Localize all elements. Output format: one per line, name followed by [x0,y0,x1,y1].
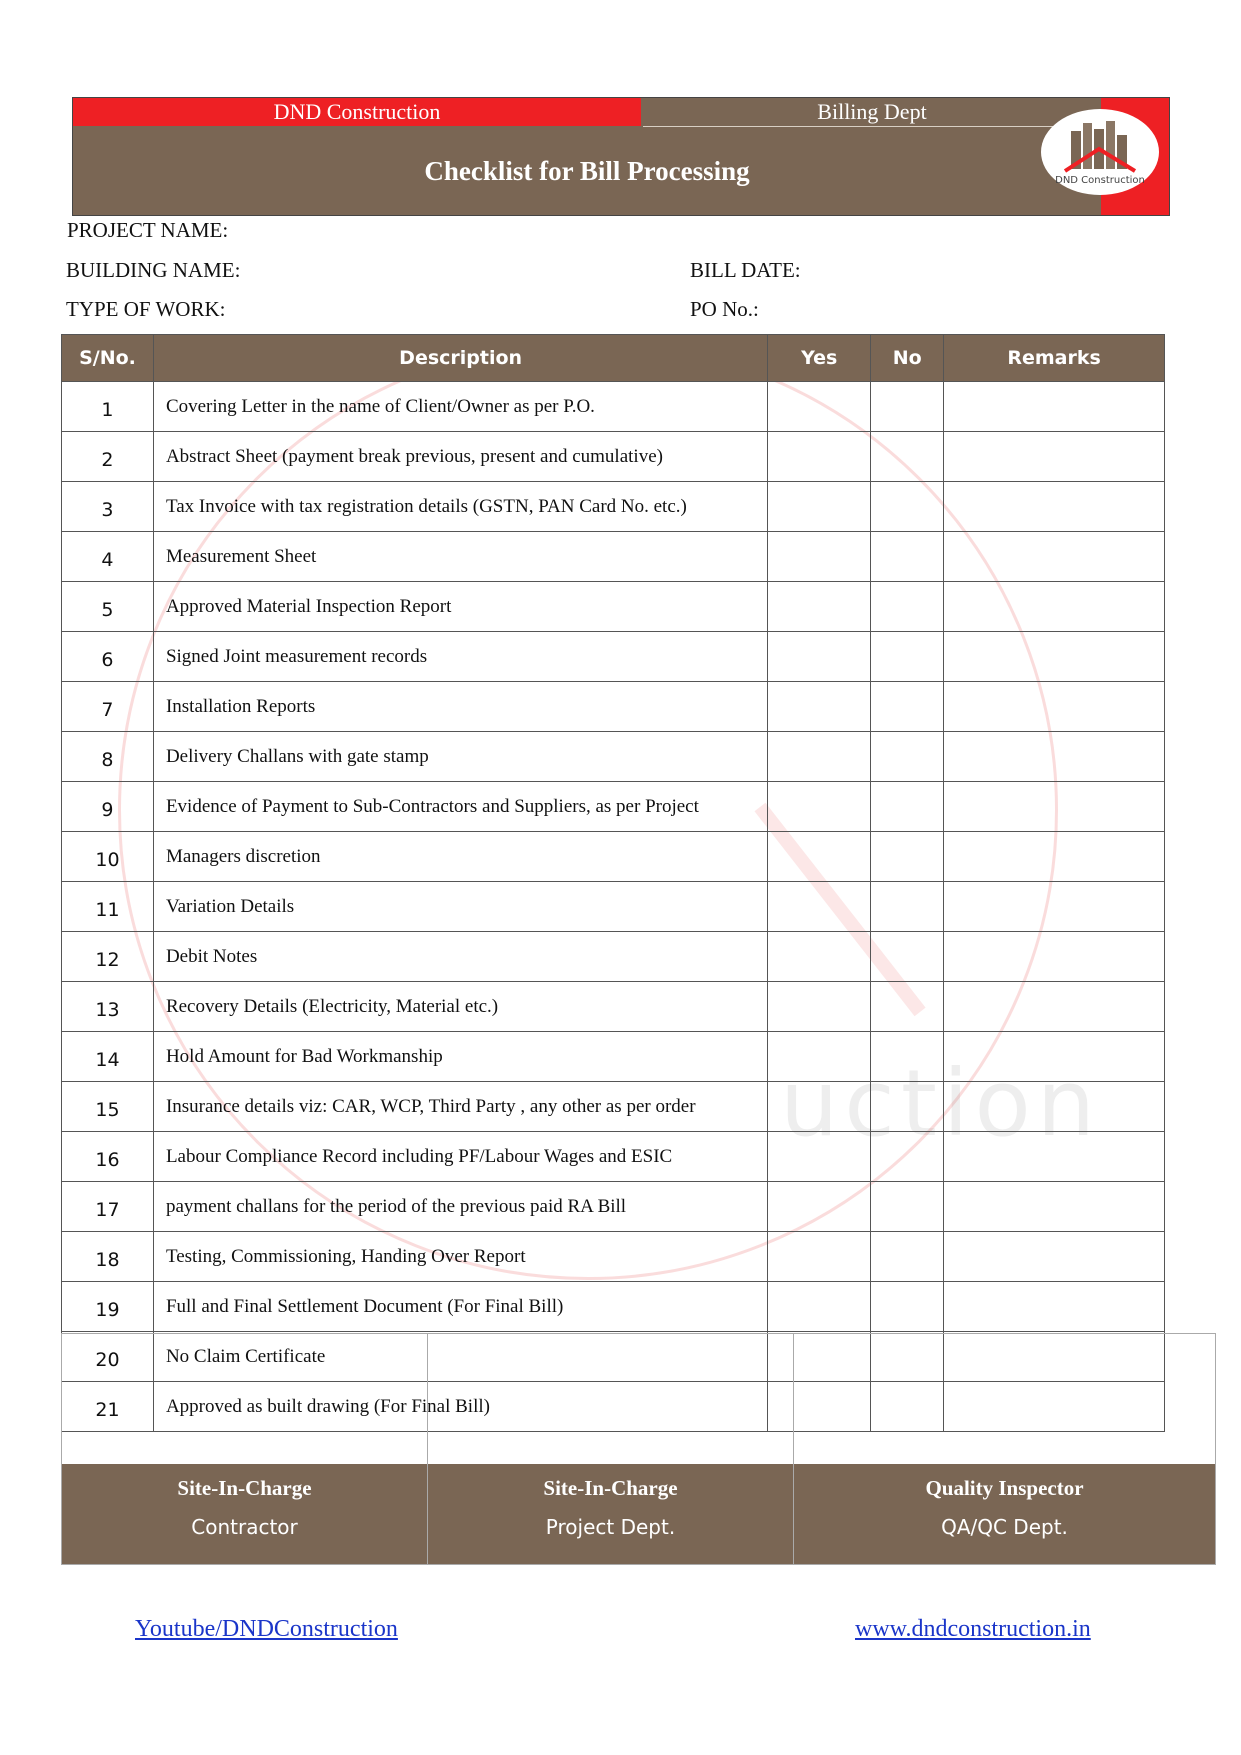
remarks-cell[interactable] [944,732,1165,782]
row-description: Managers discretion [153,832,767,882]
remarks-cell[interactable] [944,382,1165,432]
bill-date-label: BILL DATE: [690,258,801,282]
no-cell[interactable] [871,782,944,832]
yes-cell[interactable] [768,832,871,882]
header-yes: Yes [768,335,871,382]
signature-dept: Contractor [191,1515,298,1539]
no-cell[interactable] [871,982,944,1032]
signature-band [62,1464,427,1564]
row-description: Recovery Details (Electricity, Material etc.) [153,982,767,1032]
row-description: Approved Material Inspection Report [153,582,767,632]
yes-cell[interactable] [768,532,871,582]
row-number: 6 [62,632,154,682]
signature-dept: Project Dept. [545,1515,676,1539]
header-no: No [871,335,944,382]
yes-cell[interactable] [768,932,871,982]
remarks-cell[interactable] [944,1232,1165,1282]
row-number: 15 [62,1082,154,1132]
row-description: Tax Invoice with tax registration details (GSTN, PAN Card No. etc.) [153,482,767,532]
watermark-text: uction [780,1050,1102,1157]
type-of-work-label: TYPE OF WORK: [66,297,226,321]
yes-cell[interactable] [768,782,871,832]
row-number: 8 [62,732,154,782]
row-number: 19 [62,1282,154,1332]
row-number: 16 [62,1132,154,1182]
table-row [62,1282,1165,1332]
row-description: Insurance details viz: CAR, WCP, Third Party , any other as per order [153,1082,767,1132]
row-number: 2 [62,432,154,482]
yes-cell[interactable] [768,382,871,432]
yes-cell[interactable] [768,582,871,632]
row-description: Abstract Sheet (payment break previous, present and cumulative) [153,432,767,482]
signature-cell-qaqc[interactable] [794,1334,1215,1564]
signature-dept: QA/QC Dept. [941,1515,1068,1539]
remarks-cell[interactable] [944,432,1165,482]
table-row [62,1132,1165,1182]
remarks-cell[interactable] [944,582,1165,632]
yes-cell[interactable] [768,1132,871,1182]
remarks-cell[interactable] [944,882,1165,932]
project-name-label: PROJECT NAME: [67,218,229,242]
row-number: 12 [62,932,154,982]
remarks-cell[interactable] [944,782,1165,832]
table-row [62,1182,1165,1232]
remarks-cell[interactable] [944,1182,1165,1232]
row-number: 20 [62,1332,154,1382]
no-cell[interactable] [871,432,944,482]
table-row [62,632,1165,682]
yes-cell[interactable] [768,1182,871,1232]
table-row [62,682,1165,732]
row-description: Hold Amount for Bad Workmanship [153,1032,767,1082]
no-cell[interactable] [871,1132,944,1182]
row-number: 7 [62,682,154,732]
table-row [62,482,1165,532]
header-remarks: Remarks [944,335,1165,382]
no-cell[interactable] [871,532,944,582]
signature-role: Site-In-Charge [177,1476,312,1500]
document-header [72,97,1170,216]
signature-band [428,1464,793,1564]
yes-cell[interactable] [768,482,871,532]
building-name-label: BUILDING NAME: [66,258,241,282]
row-number: 11 [62,882,154,932]
row-number: 18 [62,1232,154,1282]
remarks-cell[interactable] [944,682,1165,732]
table-row [62,732,1165,782]
yes-cell[interactable] [768,432,871,482]
row-number: 13 [62,982,154,1032]
row-number: 17 [62,1182,154,1232]
signature-block [61,1333,1216,1565]
table-row [62,882,1165,932]
signature-band [794,1464,1215,1564]
yes-cell[interactable] [768,882,871,932]
remarks-cell[interactable] [944,1282,1165,1332]
table-row [62,932,1165,982]
row-description: Approved as built drawing (For Final Bill) [153,1382,767,1432]
po-number-label: PO No.: [690,297,759,321]
row-description: Delivery Challans with gate stamp [153,732,767,782]
no-cell[interactable] [871,1232,944,1282]
yes-cell[interactable] [768,732,871,782]
remarks-cell[interactable] [944,982,1165,1032]
yes-cell[interactable] [768,1032,871,1082]
yes-cell[interactable] [768,682,871,732]
table-row [62,382,1165,432]
no-cell[interactable] [871,732,944,782]
row-description: Variation Details [153,882,767,932]
remarks-cell[interactable] [944,1082,1165,1132]
table-row [62,582,1165,632]
no-cell[interactable] [871,832,944,882]
row-description: Full and Final Settlement Document (For Final Bill) [153,1282,767,1332]
remarks-cell[interactable] [944,1132,1165,1182]
row-number: 10 [62,832,154,882]
row-number: 3 [62,482,154,532]
table-row [62,1032,1165,1082]
row-description: Installation Reports [153,682,767,732]
table-row [62,782,1165,832]
header-sno: S/No. [62,335,154,382]
row-description: Labour Compliance Record including PF/Labour Wages and ESIC [153,1132,767,1182]
no-cell[interactable] [871,482,944,532]
no-cell[interactable] [871,1182,944,1232]
no-cell[interactable] [871,682,944,732]
department-name: Billing Dept [643,98,1101,127]
no-cell[interactable] [871,882,944,932]
no-cell[interactable] [871,932,944,982]
signature-cell-project[interactable] [428,1334,794,1564]
yes-cell[interactable] [768,1282,871,1332]
table-row [62,1232,1165,1282]
table-row [62,532,1165,582]
table-row [62,982,1165,1032]
row-number: 21 [62,1382,154,1432]
checklist-table [61,334,1165,1432]
table-row [62,832,1165,882]
remarks-cell[interactable] [944,832,1165,882]
remarks-cell[interactable] [944,482,1165,532]
remarks-cell[interactable] [944,632,1165,682]
no-cell[interactable] [871,1082,944,1132]
row-description: Evidence of Payment to Sub-Contractors and Suppliers, as per Project [153,782,767,832]
logo-label: DND Construction [1055,175,1145,186]
website-link[interactable]: www.dndconstruction.in [855,1616,1091,1642]
no-cell[interactable] [871,632,944,682]
no-cell[interactable] [871,382,944,432]
no-cell[interactable] [871,582,944,632]
yes-cell[interactable] [768,1232,871,1282]
youtube-link[interactable]: Youtube/DNDConstruction [135,1616,398,1642]
remarks-cell[interactable] [944,1032,1165,1082]
row-number: 4 [62,532,154,582]
row-number: 5 [62,582,154,632]
signature-cell-contractor[interactable] [62,1334,428,1564]
company-name: DND Construction [73,98,641,126]
remarks-cell[interactable] [944,932,1165,982]
row-number: 9 [62,782,154,832]
row-description: Testing, Commissioning, Handing Over Report [153,1232,767,1282]
yes-cell[interactable] [768,1082,871,1132]
row-number: 1 [62,382,154,432]
no-cell[interactable] [871,1282,944,1332]
yes-cell[interactable] [768,982,871,1032]
row-number: 14 [62,1032,154,1082]
yes-cell[interactable] [768,632,871,682]
table-row [62,432,1165,482]
row-description: No Claim Certificate [153,1332,767,1382]
remarks-cell[interactable] [944,532,1165,582]
document-title: Checklist for Bill Processing [424,156,750,186]
row-description: Signed Joint measurement records [153,632,767,682]
row-description: payment challans for the period of the previous paid RA Bill [153,1182,767,1232]
row-description: Measurement Sheet [153,532,767,582]
signature-role: Site-In-Charge [543,1476,678,1500]
row-description: Covering Letter in the name of Client/Owner as per P.O. [153,382,767,432]
header-description: Description [153,335,767,382]
table-header-row [62,335,1165,382]
no-cell[interactable] [871,1032,944,1082]
signature-role: Quality Inspector [925,1476,1084,1500]
table-row [62,1082,1165,1132]
row-description: Debit Notes [153,932,767,982]
